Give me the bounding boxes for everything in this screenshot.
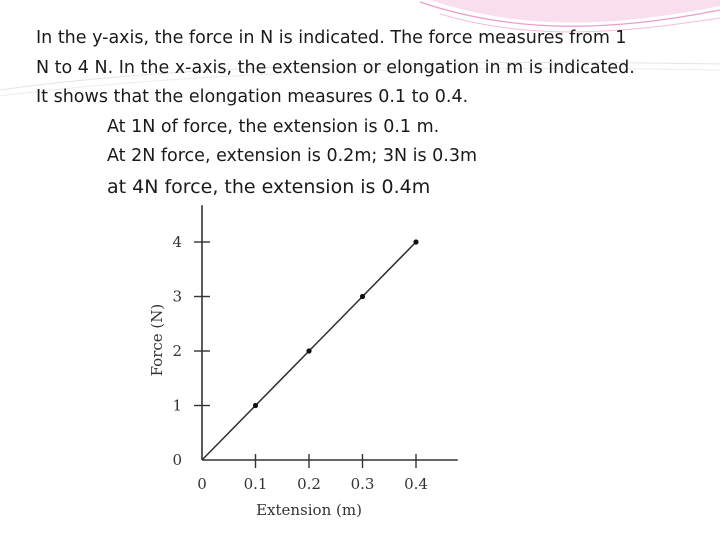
y-tick-label: 2	[172, 342, 182, 360]
x-tick-label: 0.2	[297, 475, 321, 493]
data-point	[413, 239, 418, 244]
y-tick-label: 0	[172, 451, 182, 469]
y-tick-label: 1	[172, 396, 182, 415]
x-tick-label: 0	[197, 475, 207, 493]
x-tick-label: 0.3	[350, 475, 375, 493]
text-line-6: at 4N force, the extension is 0.4m	[107, 175, 431, 198]
slide-body-text	[36, 24, 696, 203]
force-extension-chart	[82, 198, 556, 534]
data-point	[360, 294, 365, 299]
text-line-3: It shows that the elongation measures 0.1 to 0.4.	[36, 87, 469, 107]
y-tick-label: 3	[172, 287, 182, 306]
x-tick-label: 0.1	[243, 475, 268, 493]
data-point	[253, 403, 258, 408]
text-line-1: In the y-axis, the force in N is indicated. The force measures from 1	[36, 28, 627, 48]
data-point	[306, 348, 311, 353]
text-line-5: At 2N force, extension is 0.2m; 3N is 0.3m	[107, 146, 478, 166]
chart-canvas	[82, 198, 556, 534]
y-axis-title: Force (N)	[148, 303, 166, 377]
text-line-4: At 1N of force, the extension is 0.1 m.	[107, 116, 440, 137]
x-tick-label: 0.4	[404, 475, 428, 493]
text-line-2: N to 4 N. In the x-axis, the extension or elongation in m is indicated.	[36, 57, 635, 78]
y-tick-label: 4	[172, 233, 182, 251]
x-axis-title: Extension (m)	[256, 501, 362, 519]
